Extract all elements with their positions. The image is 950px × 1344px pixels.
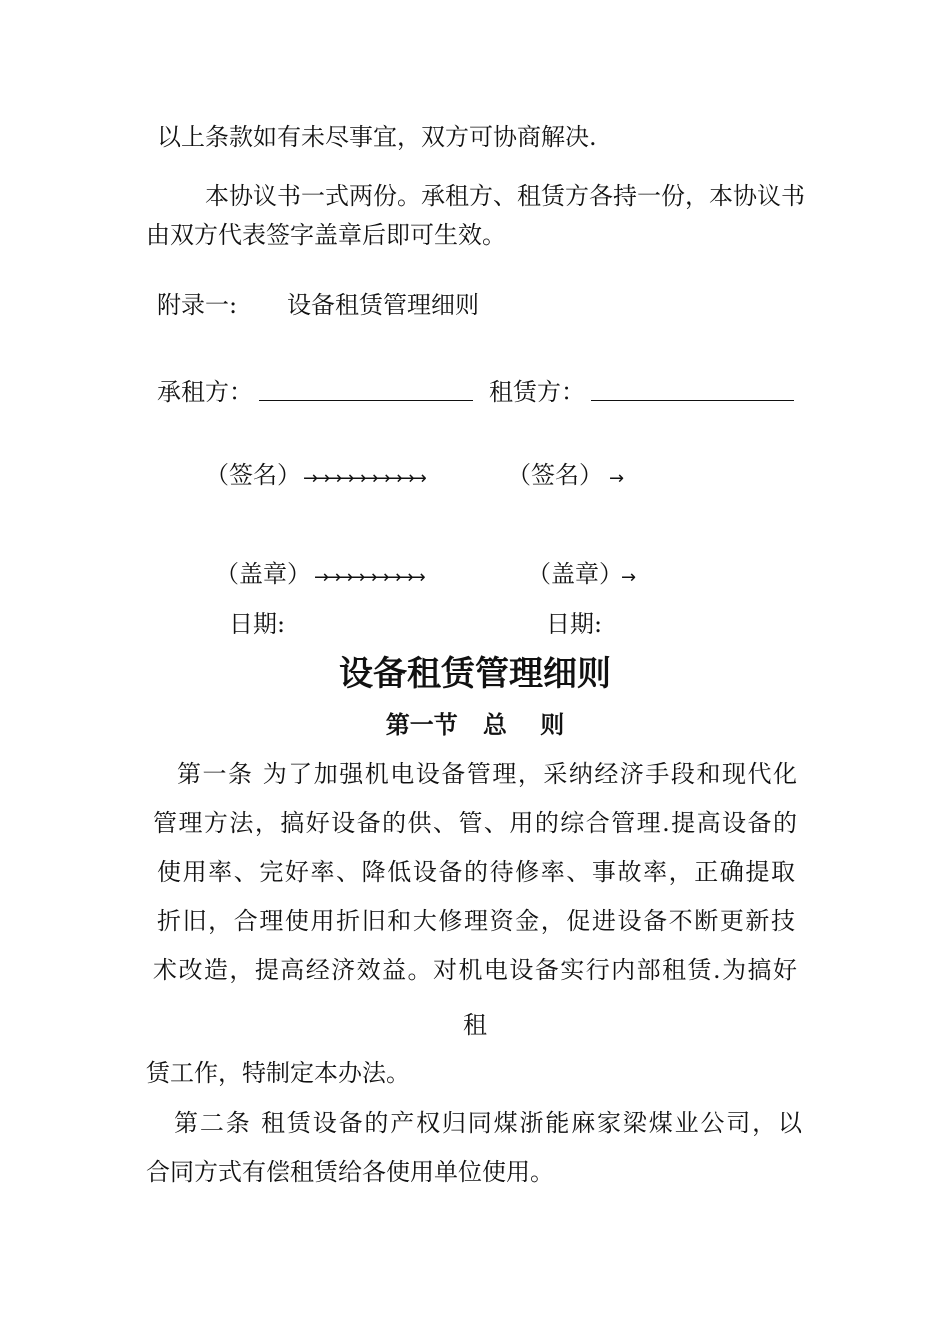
paragraph-unresolved-matters: 以上条款如有未尽事宜，双方可协商解决. <box>157 123 597 151</box>
sign-label-lessee: （签名） <box>205 461 301 489</box>
paragraph-copies-line-2: 由双方代表签字盖章后即可生效。 <box>146 221 506 249</box>
tab-arrows-2: → <box>609 468 622 489</box>
article-1-line-7: 赁工作，特制定本办法。 <box>146 1059 410 1087</box>
tab-arrows-4: → <box>621 567 634 588</box>
article-1-line-4: 折旧，合理使用折旧和大修理资金，促进设备不断更新技 <box>157 907 795 935</box>
seal-label-lessor: （盖章） <box>527 560 623 588</box>
lessor-signature-line <box>591 378 794 401</box>
document-title: 设备租赁管理细则 <box>339 654 611 694</box>
tab-arrows-3: →→→→→→→→→ <box>314 567 423 588</box>
date-label-lessor: 日期: <box>546 610 603 638</box>
seal-label-lessee: （盖章） <box>215 560 311 588</box>
article-2-line-2: 合同方式有偿租赁给各使用单位使用。 <box>146 1158 554 1186</box>
lessor-label: 租赁方： <box>489 378 585 406</box>
tab-arrows-1: →→→→→→→→→→ <box>303 468 424 489</box>
article-1-line-2: 管理方法，搞好设备的供、管、用的综合管理.提高设备的 <box>153 809 797 837</box>
section-title: 第一节 总 则 <box>385 710 565 739</box>
article-1-line-1: 第一条 为了加强机电设备管理，采纳经济手段和现代化 <box>177 760 797 788</box>
article-2-line-1: 第二条 租赁设备的产权归同煤浙能麻家梁煤业公司，以 <box>174 1109 802 1137</box>
article-1-line-6: 租 <box>463 1011 487 1039</box>
paragraph-copies-line-1: 本协议书一式两份。承租方、租赁方各持一份，本协议书 <box>205 182 805 210</box>
article-1-line-3: 使用率、完好率、降低设备的待修率、事故率，正确提取 <box>157 858 795 886</box>
date-label-lessee: 日期: <box>229 610 286 638</box>
appendix-title: 设备租赁管理细则 <box>287 291 479 319</box>
article-1-line-5: 术改造，提高经济效益。对机电设备实行内部租赁.为搞好 <box>153 956 797 984</box>
appendix-label: 附录一: <box>157 291 238 319</box>
sign-label-lessor: （签名） <box>507 461 603 489</box>
lessee-signature-line <box>259 378 473 401</box>
lessee-label: 承租方： <box>157 378 253 406</box>
